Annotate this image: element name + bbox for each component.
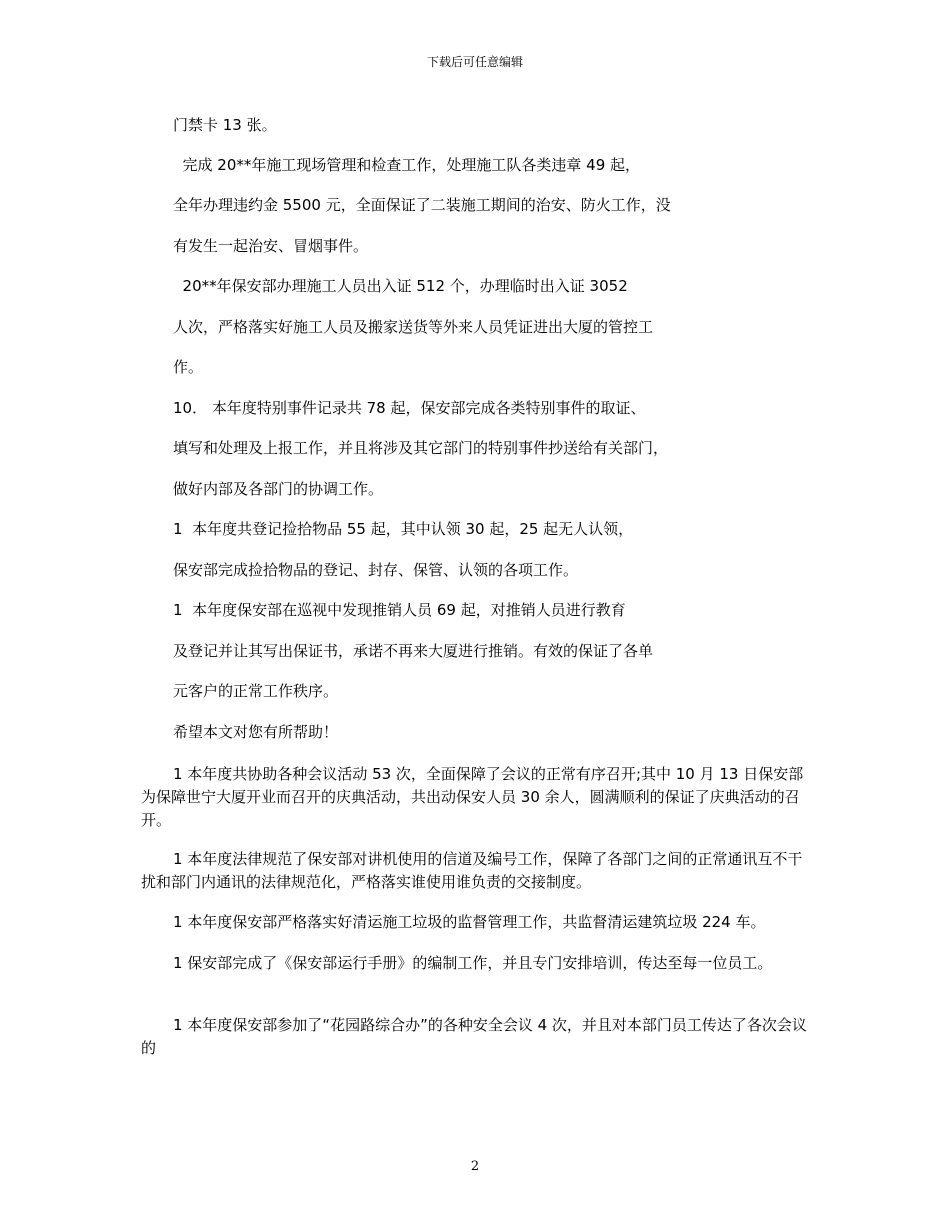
paragraph: 1 本年度保安部参加了“花园路综合办”的各种安全会议 4 次，并且对本部门员工传达了各次会议的 bbox=[141, 1016, 807, 1057]
text-line: 1 本年度保安部在巡视中发现推销人员 69 起，对推销人员进行教育 bbox=[173, 601, 626, 619]
text-line: 及登记并让其写出保证书，承诺不再来大厦进行推销。有效的保证了各单 bbox=[173, 642, 654, 660]
page-number: 2 bbox=[470, 1159, 480, 1174]
text-line: 1 本年度共登记捡拾物品 55 起，其中认领 30 起，25 起无人认领， bbox=[173, 520, 634, 538]
text-line: 做好内部及各部门的协调工作。 bbox=[173, 480, 384, 498]
text-line: 希望本文对您有所帮助！ bbox=[173, 723, 339, 741]
text-line: 完成 20**年施工现场管理和检查工作，处理施工队各类违章 49 起， bbox=[173, 156, 641, 174]
text-line: 元客户的正常工作秩序。 bbox=[173, 682, 339, 700]
text-line: 门禁卡 13 张。 bbox=[173, 116, 277, 134]
text-line: 保安部完成捡拾物品的登记、封存、保管、认领的各项工作。 bbox=[173, 561, 579, 579]
text-line: 全年办理违约金 5500 元，全面保证了二装施工期间的治安、防火工作，没 bbox=[173, 196, 671, 214]
text-line: 10． 本年度特别事件记录共 78 起，保安部完成各类特别事件的取证、 bbox=[173, 399, 646, 417]
text-line: 人次，严格落实好施工人员及搬家送货等外来人员凭证进出大厦的管控工 bbox=[173, 318, 654, 336]
text-line: 20**年保安部办理施工人员出入证 512 个，办理临时出入证 3052 bbox=[173, 277, 628, 295]
paragraph: 1 本年度共协助各种会议活动 53 次，全面保障了会议的正常有序召开;其中 10 月 13 日保安部为保障世宁大厦开业而召开的庆典活动，共出动保安人员 30 余人，圆满顺利的保证了庆典活动的召开。 bbox=[141, 765, 804, 829]
paragraph: 1 保安部完成了《保安部运行手册》的编制工作，并且专门安排培训，传达至每一位员工。 bbox=[173, 954, 773, 972]
paragraph: 1 本年度保安部严格落实好清运施工垃圾的监督管理工作，共监督清运建筑垃圾 224 车。 bbox=[173, 913, 766, 931]
text-line: 有发生一起治安、冒烟事件。 bbox=[173, 237, 369, 255]
paragraph: 1 本年度法律规范了保安部对讲机使用的信道及编号工作，保障了各部门之间的正常通讯互不干扰和部门内通讯的法律规范化，严格落实谁使用谁负责的交接制度。 bbox=[141, 850, 803, 891]
text-line: 作。 bbox=[173, 358, 204, 376]
page-header: 下载后可任意编辑 bbox=[426, 55, 523, 69]
text-line: 填写和处理及上报工作，并且将涉及其它部门的特别事件抄送给有关部门， bbox=[173, 439, 669, 457]
